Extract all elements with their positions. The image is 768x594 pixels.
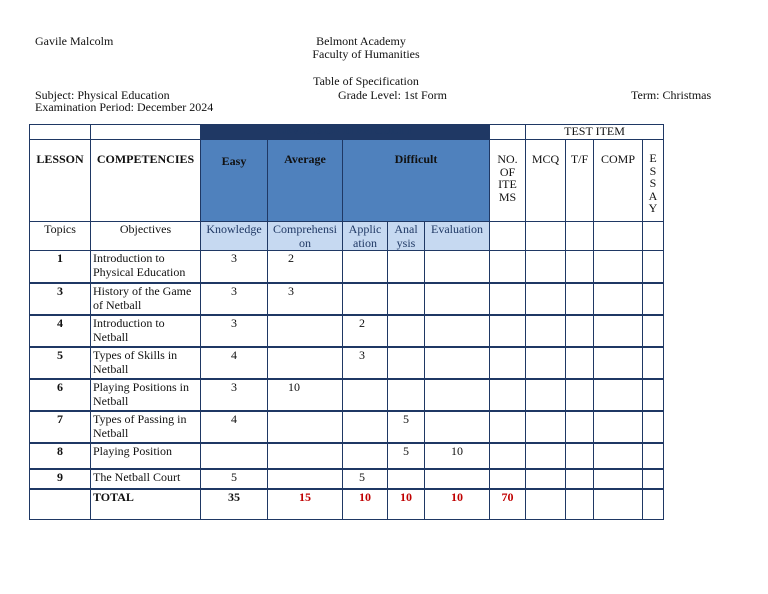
application-value xyxy=(343,283,388,315)
comp-cell xyxy=(594,283,643,315)
analysis-line: ysis xyxy=(396,236,416,250)
competency-text: Introduction to Netball xyxy=(91,315,201,347)
document-title: Table of Specification xyxy=(313,74,419,88)
essay-cell xyxy=(643,251,664,283)
table-body xyxy=(30,251,664,489)
tf-header: T/F xyxy=(566,140,594,222)
application-value: 5 xyxy=(343,469,388,489)
school-name: Belmont Academy xyxy=(316,34,406,48)
essay-header-letter: A xyxy=(648,188,658,203)
items-cell xyxy=(490,347,526,379)
comprehension-value xyxy=(268,347,343,379)
essay-cell xyxy=(643,347,664,379)
total-comp xyxy=(594,489,643,520)
table-row xyxy=(30,411,664,443)
table-row xyxy=(30,251,664,283)
items-header-line: NO. xyxy=(497,152,518,166)
knowledge-value: 4 xyxy=(201,347,268,379)
levels-of-difficulty-header: LEVELS OF DIFFICULTY xyxy=(201,125,490,140)
number-of-items-header xyxy=(490,140,526,222)
subheader-row xyxy=(30,222,664,251)
table-row xyxy=(30,347,664,379)
knowledge-value xyxy=(201,443,268,469)
essay-cell xyxy=(643,411,664,443)
essay-cell xyxy=(643,443,664,469)
tf-cell xyxy=(566,411,594,443)
lesson-number: 5 xyxy=(30,347,91,379)
specification-table xyxy=(29,124,664,520)
group-header-row xyxy=(30,125,664,140)
mcq-cell xyxy=(526,411,566,443)
total-items: 70 xyxy=(490,489,526,520)
comprehension-value xyxy=(268,315,343,347)
total-knowledge: 35 xyxy=(201,489,268,520)
tf-cell xyxy=(566,469,594,489)
lesson-number: 6 xyxy=(30,379,91,411)
tf-cell xyxy=(566,347,594,379)
total-row xyxy=(30,489,664,520)
evaluation-value xyxy=(425,411,490,443)
comp-cell xyxy=(594,379,643,411)
difficult-header: Difficult xyxy=(343,140,490,222)
teacher-name: Gavile Malcolm xyxy=(35,34,114,48)
analysis-line: Anal xyxy=(394,222,418,236)
essay-header xyxy=(643,140,664,222)
mcq-cell xyxy=(526,251,566,283)
comp-cell xyxy=(594,443,643,469)
application-value xyxy=(343,251,388,283)
comp-cell xyxy=(594,411,643,443)
evaluation-value xyxy=(425,315,490,347)
evaluation-subheader: Evaluation xyxy=(425,222,490,251)
easy-header: Easy xyxy=(201,140,268,222)
evaluation-value xyxy=(425,469,490,489)
total-mcq xyxy=(526,489,566,520)
comp-cell xyxy=(594,315,643,347)
competencies-header: COMPETENCIES xyxy=(91,140,201,222)
essay-header-letter: S xyxy=(649,176,657,190)
comprehension-line: Comprehensi xyxy=(273,222,337,236)
analysis-value xyxy=(388,347,425,379)
items-header-line: ITE xyxy=(498,177,517,191)
faculty-name: Faculty of Humanities xyxy=(312,47,420,61)
comprehension-line: on xyxy=(299,236,311,250)
knowledge-value: 3 xyxy=(201,315,268,347)
table-row xyxy=(30,443,664,469)
application-value: 2 xyxy=(343,315,388,347)
tf-cell xyxy=(566,315,594,347)
essay-cell xyxy=(643,379,664,411)
lesson-number: 8 xyxy=(30,443,91,469)
tf-cell xyxy=(566,251,594,283)
competency-text: The Netball Court xyxy=(91,469,201,489)
analysis-value xyxy=(388,283,425,315)
essay-cell xyxy=(643,283,664,315)
analysis-value xyxy=(388,469,425,489)
subheader-blank xyxy=(643,222,664,251)
items-cell xyxy=(490,315,526,347)
total-comprehension: 15 xyxy=(268,489,343,520)
items-cell xyxy=(490,283,526,315)
knowledge-value: 4 xyxy=(201,411,268,443)
evaluation-value xyxy=(425,251,490,283)
items-header-line: MS xyxy=(498,189,517,204)
competency-text: Types of Skills in Netball xyxy=(91,347,201,379)
analysis-value: 5 xyxy=(388,411,425,443)
total-label: TOTAL xyxy=(91,489,201,520)
knowledge-value: 3 xyxy=(201,283,268,315)
total-tf xyxy=(566,489,594,520)
analysis-value xyxy=(388,251,425,283)
lesson-number: 1 xyxy=(30,251,91,283)
subheader-blank xyxy=(490,222,526,251)
competency-text: Playing Position xyxy=(91,443,201,469)
total-application: 10 xyxy=(343,489,388,520)
total-analysis: 10 xyxy=(388,489,425,520)
comp-header: COMP xyxy=(594,140,643,222)
evaluation-value xyxy=(425,379,490,411)
competency-text: Introduction to Physical Education xyxy=(91,251,201,283)
comprehension-subheader xyxy=(268,222,343,251)
lesson-header: LESSON xyxy=(30,140,91,222)
items-cell xyxy=(490,469,526,489)
comprehension-value xyxy=(268,443,343,469)
term-label: Term: Christmas xyxy=(631,88,712,102)
mcq-cell xyxy=(526,315,566,347)
analysis-subheader xyxy=(388,222,425,251)
lesson-number: 9 xyxy=(30,469,91,489)
comp-cell xyxy=(594,251,643,283)
lesson-number: 4 xyxy=(30,315,91,347)
application-value: 3 xyxy=(343,347,388,379)
subheader-blank xyxy=(566,222,594,251)
comprehension-value: 3 xyxy=(268,283,343,315)
competency-text: History of the Game of Netball xyxy=(91,283,201,315)
test-item-header: TEST ITEM xyxy=(526,125,664,140)
evaluation-value: 10 xyxy=(425,443,490,469)
analysis-value: 5 xyxy=(388,443,425,469)
application-value xyxy=(343,443,388,469)
group-header-blank-3 xyxy=(490,125,526,140)
mcq-cell xyxy=(526,283,566,315)
lesson-number: 7 xyxy=(30,411,91,443)
analysis-value xyxy=(388,379,425,411)
items-cell xyxy=(490,411,526,443)
comprehension-value xyxy=(268,469,343,489)
subheader-blank xyxy=(526,222,566,251)
essay-header-letter: E xyxy=(649,151,657,165)
application-line: Applic xyxy=(348,222,382,236)
essay-header-letter: S xyxy=(649,163,657,178)
tf-cell xyxy=(566,379,594,411)
mcq-cell xyxy=(526,469,566,489)
analysis-value xyxy=(388,315,425,347)
group-header-blank-2 xyxy=(91,125,201,140)
essay-cell xyxy=(643,315,664,347)
competency-text: Playing Positions in Netball xyxy=(91,379,201,411)
comp-cell xyxy=(594,469,643,489)
total-blank xyxy=(30,489,91,520)
application-subheader xyxy=(343,222,388,251)
column-header-row xyxy=(30,140,664,222)
comprehension-value: 10 xyxy=(268,379,343,411)
evaluation-value xyxy=(425,283,490,315)
application-value xyxy=(343,379,388,411)
application-value xyxy=(343,411,388,443)
items-header-line: OF xyxy=(499,164,516,179)
total-essay xyxy=(643,489,664,520)
subject-label: Subject: Physical Education xyxy=(35,88,170,102)
tf-cell xyxy=(566,443,594,469)
group-header-blank-1 xyxy=(30,125,91,140)
evaluation-value xyxy=(425,347,490,379)
essay-cell xyxy=(643,469,664,489)
essay-header-letter: Y xyxy=(648,201,658,215)
knowledge-value: 3 xyxy=(201,379,268,411)
table-row xyxy=(30,379,664,411)
knowledge-value: 3 xyxy=(201,251,268,283)
topics-subheader: Topics xyxy=(30,222,91,251)
comprehension-value xyxy=(268,411,343,443)
mcq-cell xyxy=(526,347,566,379)
items-cell xyxy=(490,379,526,411)
total-evaluation: 10 xyxy=(425,489,490,520)
exam-period-label: Examination Period: December 2024 xyxy=(35,100,214,114)
comprehension-value: 2 xyxy=(268,251,343,283)
knowledge-value: 5 xyxy=(201,469,268,489)
average-header: Average xyxy=(268,140,343,222)
lesson-number: 3 xyxy=(30,283,91,315)
mcq-cell xyxy=(526,443,566,469)
mcq-header: MCQ xyxy=(526,140,566,222)
subheader-blank xyxy=(594,222,643,251)
tf-cell xyxy=(566,283,594,315)
objectives-subheader: Objectives xyxy=(91,222,201,251)
grade-level-label: Grade Level: 1st Form xyxy=(338,88,447,102)
comp-cell xyxy=(594,347,643,379)
knowledge-subheader: Knowledge xyxy=(201,222,268,251)
items-cell xyxy=(490,443,526,469)
competency-text: Types of Passing in Netball xyxy=(91,411,201,443)
table-row xyxy=(30,469,664,489)
items-cell xyxy=(490,251,526,283)
application-line: ation xyxy=(353,236,377,250)
table-row xyxy=(30,283,664,315)
mcq-cell xyxy=(526,379,566,411)
table-row xyxy=(30,315,664,347)
